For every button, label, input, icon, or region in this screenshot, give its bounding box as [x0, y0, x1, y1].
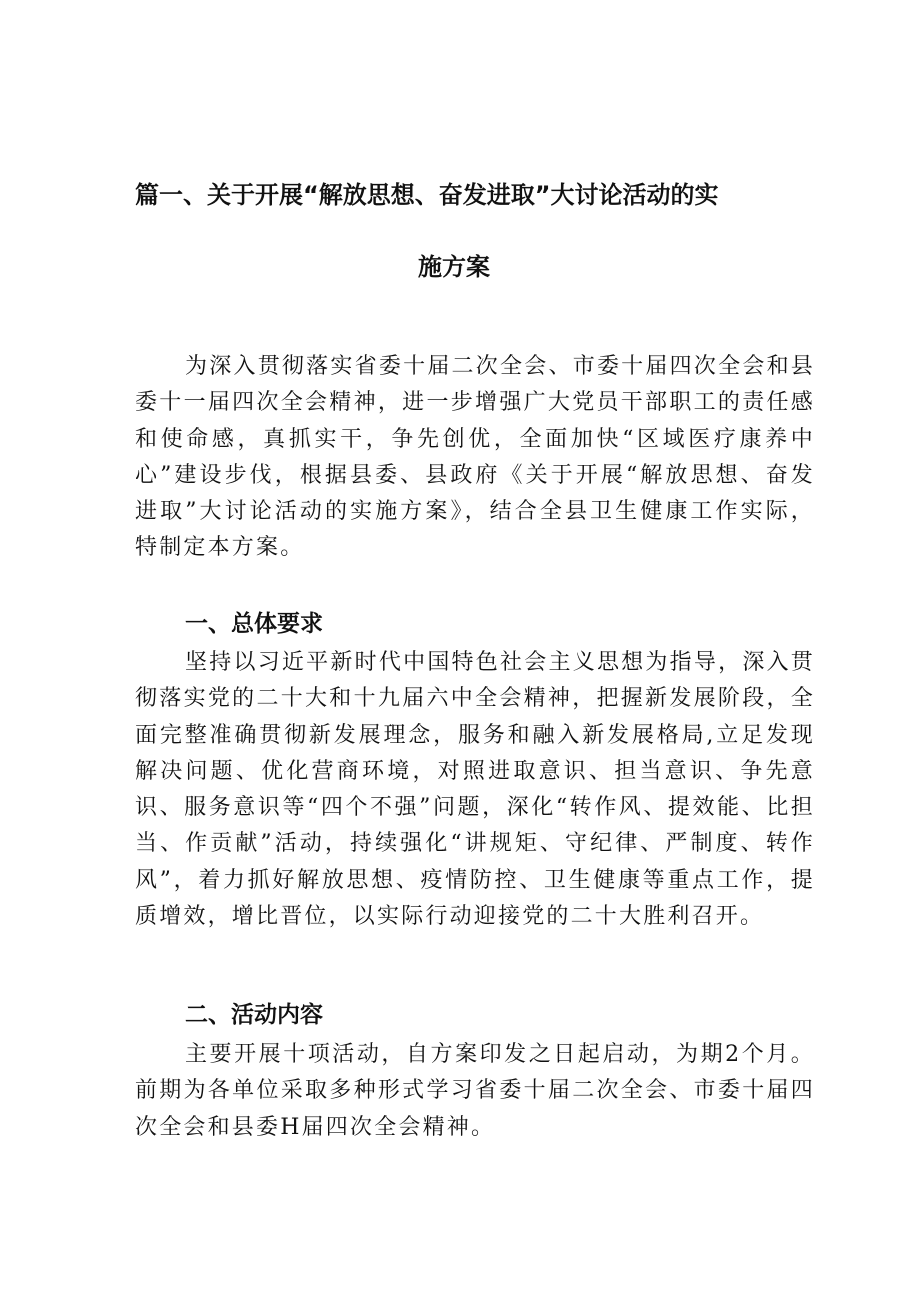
- general-requirements-paragraph: 坚持以习近平新时代中国特色社会主义思想为指导，深入贯彻落实党的二十大和十九届六中全会精神，把握新发展阶段，全面完整准确贯彻新发展理念，服务和融入新发展格局,立足发现解决问题、优化营商环境，对照进取意识、担当意识、争先意识、服务意识等“四个不强”问题，深化“转作风、提效能、比担当、作贡献”活动，持续强化“讲规矩、守纪律、严制度、转作风”，着力抓好解放思想、疫情防控、卫生健康等重点工作，提质增效，增比晋位，以实际行动迎接党的二十大胜利召开。: [135, 650, 815, 930]
- section-heading-general-requirements: 一、总体要求: [185, 611, 323, 637]
- intro-paragraph: 为深入贯彻落实省委十届二次全会、市委十届四次全会和县委十一届四次全会精神，进一步增强广大党员干部职工的责任感和使命感，真抓实干，争先创优，全面加快“区域医疗康养中心”建设步伐，根据县委、县政府《关于开展“解放思想、奋发进取”大讨论活动的实施方案》，结合全县卫生健康工作实际，特制定本方案。: [135, 354, 815, 561]
- section-heading-activity-content: 二、活动内容: [185, 1002, 323, 1028]
- document-title-line-1: 篇一、关于开展“解放思想、奋发进取”大讨论活动的实: [135, 181, 719, 209]
- activity-content-paragraph: 主要开展十项活动，自方案印发之日起启动，为期2个月。前期为各单位采取多种形式学习省委十届二次全会、市委十届四次全会和县委H届四次全会精神。: [135, 1042, 815, 1140]
- document-title-line-2: 施方案: [418, 253, 490, 281]
